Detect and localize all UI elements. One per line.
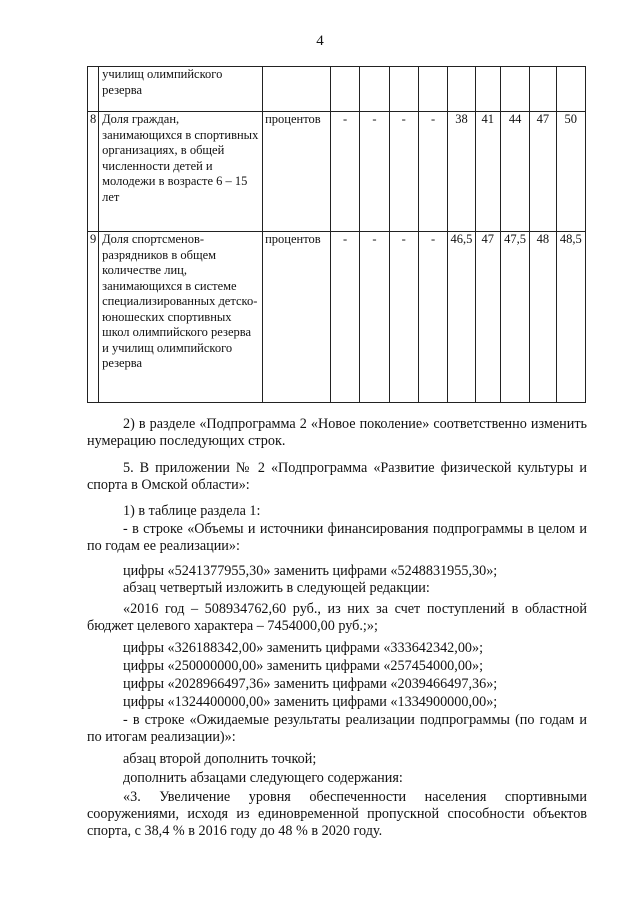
paragraph-numbers-1: цифры «5241377955,30» заменить цифрами «5248831955,30»;: [123, 563, 498, 579]
indicator-name: Доля граждан, занимающихся в спортивных организациях, в общей численности детей и молодежи в возрасте 6 – 15 лет: [99, 112, 263, 232]
unit-cell: процентов: [263, 232, 331, 403]
value-cell: -: [360, 112, 389, 232]
paragraph-add-abzacs: дополнить абзацами следующего содержания:: [123, 770, 403, 786]
unit-cell: [263, 67, 331, 112]
paragraph-numbers-5: цифры «1324400000,00» заменить цифрами «1334900000,00»;: [123, 694, 498, 710]
value-cell: [330, 67, 359, 112]
row-number: [88, 67, 99, 112]
paragraph-financing-row: - в строке «Объемы и источники финансирования подпрограммы в целом и по годам ее реализации»:: [87, 521, 587, 554]
value-cell: 44: [500, 112, 529, 232]
paragraph-expected-results-row: - в строке «Ожидаемые результаты реализации подпрограммы (по годам и по итогам реализации)»:: [87, 712, 587, 745]
paragraph-fourth-abzac: абзац четвертый изложить в следующей редакции:: [123, 580, 430, 596]
value-cell: -: [418, 232, 447, 403]
paragraph-numbers-4: цифры «2028966497,36» заменить цифрами «2039466497,36»;: [123, 676, 498, 692]
table-row: [88, 67, 586, 112]
value-cell: 47,5: [500, 232, 529, 403]
unit-cell: процентов: [263, 112, 331, 232]
value-cell: -: [330, 112, 359, 232]
paragraph-2016-quote: «2016 год – 508934762,60 руб., из них за счет поступлений в областной бюджет целевого характера – 7454000,00 руб.;»;: [87, 601, 587, 634]
value-cell: -: [389, 232, 418, 403]
value-cell: [389, 67, 418, 112]
indicator-name: училищ олимпийского резерва: [99, 67, 263, 112]
value-cell: -: [389, 112, 418, 232]
value-cell: 47: [530, 112, 556, 232]
value-cell: [418, 67, 447, 112]
paragraph-table-section: 1) в таблице раздела 1:: [123, 503, 261, 519]
value-cell: [530, 67, 556, 112]
paragraph-numbers-3: цифры «250000000,00» заменить цифрами «257454000,00»;: [123, 658, 484, 674]
paragraph-quote-3: «3. Увеличение уровня обеспеченности населения спортивными сооружениями, исходя из единовременной пропускной способности объектов спорта, с 38,4 % в 2016 году до 48 % в 2020 году.: [87, 789, 587, 839]
value-cell: [448, 67, 475, 112]
page-number: 4: [316, 33, 324, 49]
value-cell: -: [360, 232, 389, 403]
value-cell: 48: [530, 232, 556, 403]
value-cell: 38: [448, 112, 475, 232]
row-number: 9: [88, 232, 99, 403]
value-cell: [475, 67, 500, 112]
paragraph-appendix-2: 5. В приложении № 2 «Подпрограмма «Развитие физической культуры и спорта в Омской области»:: [87, 460, 587, 493]
value-cell: [556, 67, 585, 112]
paragraph-add-dot: абзац второй дополнить точкой;: [123, 751, 317, 767]
table-row: [88, 232, 586, 403]
value-cell: [360, 67, 389, 112]
indicator-name: Доля спортсменов-разрядников в общем количестве лиц, занимающихся в системе специализированных детско-юношеских спортивных школ олимпийского резерва и училищ олимпийского резерва: [99, 232, 263, 403]
value-cell: [500, 67, 529, 112]
row-number: 8: [88, 112, 99, 232]
value-cell: 47: [475, 232, 500, 403]
value-cell: 41: [475, 112, 500, 232]
value-cell: -: [330, 232, 359, 403]
value-cell: 50: [556, 112, 585, 232]
value-cell: 46,5: [448, 232, 475, 403]
indicators-table: [87, 66, 586, 403]
paragraph-numbers-2: цифры «326188342,00» заменить цифрами «333642342,00»;: [123, 640, 484, 656]
value-cell: 48,5: [556, 232, 585, 403]
value-cell: -: [418, 112, 447, 232]
table-row: [88, 112, 586, 232]
paragraph-renumbering: 2) в разделе «Подпрограмма 2 «Новое поколение» соответственно изменить нумерацию последующих строк.: [87, 416, 587, 449]
